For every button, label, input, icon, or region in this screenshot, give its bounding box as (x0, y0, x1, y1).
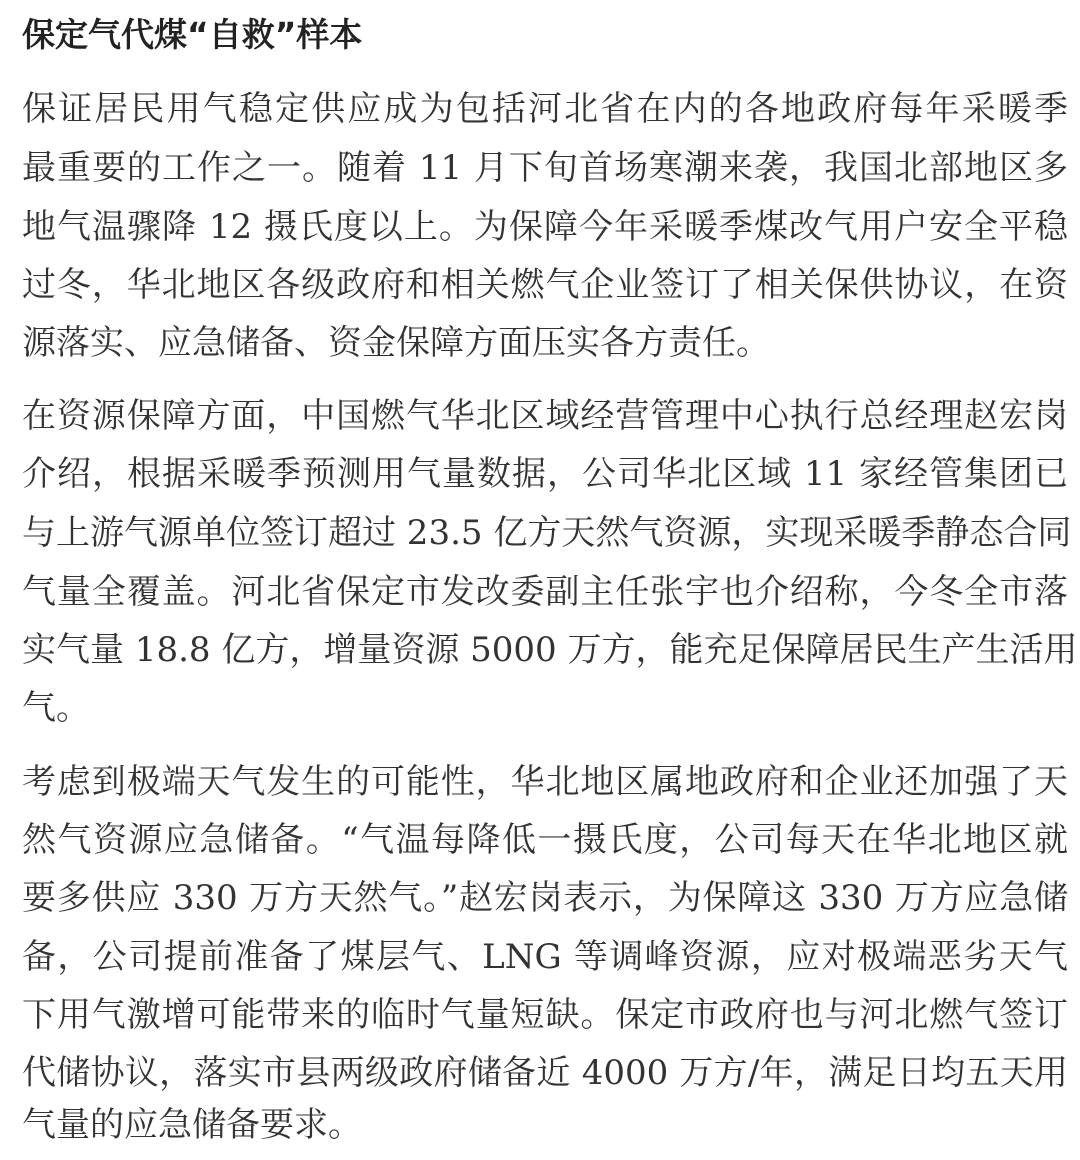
paragraph-line: 在资源保障方面，中国燃气华北区域经营管理中心执行总经理赵宏岗 (22, 396, 1068, 436)
paragraph-line: 保证居民用气稳定供应成为包括河北省在内的各地政府每年采暖季 (22, 89, 1068, 129)
paragraph-line: 下用气激增可能带来的临时气量短缺。保定市政府也与河北燃气签订 (22, 995, 1068, 1035)
article-title: 保定气代煤“自救”样本 (22, 15, 363, 54)
paragraph-line: 过冬，华北地区各级政府和相关燃气企业签订了相关保供协议，在资 (22, 265, 1068, 305)
paragraph-line: 考虑到极端天气发生的可能性，华北地区属地政府和企业还加强了天 (22, 762, 1068, 802)
paragraph-line: 介绍，根据采暖季预测用气量数据，公司华北区域 11 家经管集团已 (22, 454, 1068, 494)
paragraph-line: 气量的应急储备要求。 (22, 1105, 362, 1145)
paragraph-line: 实气量 18.8 亿方，增量资源 5000 万方，能充足保障居民生产生活用 (22, 630, 1078, 670)
paragraph-line: 地气温骤降 12 摄氏度以上。为保障今年采暖季煤改气用户安全平稳 (22, 207, 1068, 247)
paragraph-line: 备，公司提前准备了煤层气、LNG 等调峰资源，应对极端恶劣天气 (22, 937, 1068, 977)
paragraph-line: 与上游气源单位签订超过 23.5 亿方天然气资源，实现采暖季静态合同 (22, 513, 1072, 553)
paragraph-line: 气量全覆盖。河北省保定市发改委副主任张宇也介绍称，今冬全市落 (22, 572, 1068, 612)
paragraph-line: 气。 (22, 688, 90, 728)
paragraph-line: 然气资源应急储备。“气温每降低一摄氏度，公司每天在华北地区就 (22, 820, 1068, 860)
paragraph-line: 要多供应 330 万方天然气。”赵宏岗表示，为保障这 330 万方应急储 (22, 878, 1068, 918)
paragraph-line: 最重要的工作之一。随着 11 月下旬首场寒潮来袭，我国北部地区多 (22, 148, 1068, 188)
paragraph-line: 代储协议，落实市县两级政府储备近 4000 万方/年，满足日均五天用 (22, 1053, 1068, 1093)
paragraph-line: 源落实、应急储备、资金保障方面压实各方责任。 (22, 323, 770, 363)
